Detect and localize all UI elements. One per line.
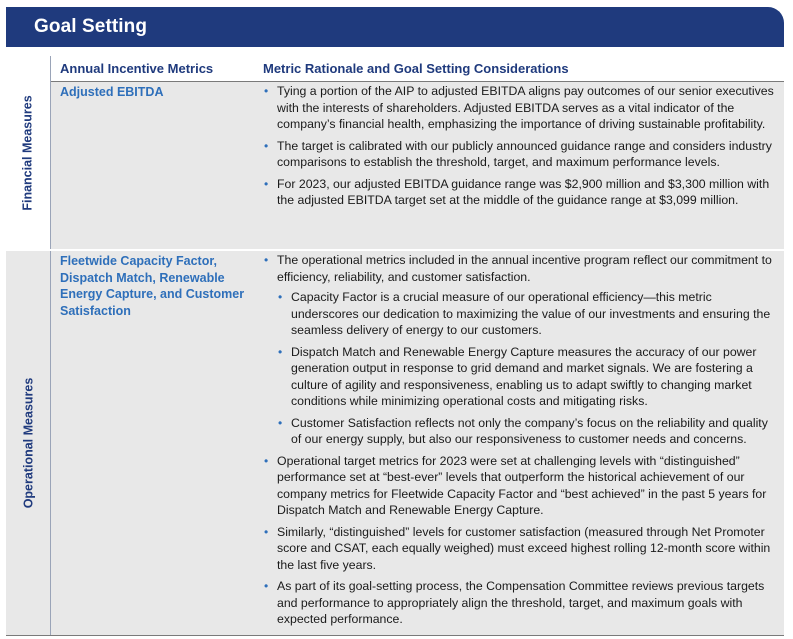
financial-measures-label: Financial Measures [21,94,36,211]
financial-row [51,82,784,249]
operational-sub-bullet: • Customer Satisfaction reflects not only the company’s focus on the reliability and quality of our energy supply, but also our responsiveness to customer needs and concerns. [277,415,778,448]
operational-intro: The operational metrics included in the annual incentive program reflect our commitment to efficiency, reliability, and customer satisfaction. [277,253,772,284]
financial-side-band [6,56,50,249]
title-banner [6,7,784,47]
operational-side-band [6,251,50,635]
bottom-rule [6,635,784,636]
operational-sub-bullet: • Capacity Factor is a crucial measure of our operational efficiency—this metric underscores our dedication to maximizing the value of our investments and ensuring the seamless delivery of energy to our customers. [277,289,778,339]
operational-metric-name: Fleetwide Capacity Factor, Dispatch Match, Renewable Energy Capture, and Customer Satisfaction [60,254,245,318]
operational-sub-bullet: • Dispatch Match and Renewable Energy Capture measures the accuracy of our power generation output in response to grid demand and market signals. We are fostering a culture of agility and responsiveness, enabling us to adapt swiftly to changing market conditions while minimizing operational costs and mitigating risks. [277,344,778,410]
operational-bullet: • Operational target metrics for 2023 were set at challenging levels with “distinguished” performance set at “best-ever” levels that outperform the historical achievement of our company metrics for Fleetwide Capacity Factor and “best achieved” in the past 5 years for Dispatch Match and Renewable Energy Capture. [263,453,778,519]
page-title: Goal Setting [34,16,148,37]
operational-measures-label: Operational Measures [21,377,36,509]
operational-bullet: • Similarly, “distinguished” levels for customer satisfaction (measured through Net Promoter score and CSAT, each equally weighed) must exceed highest rolling 12-month score within the last five years. [263,524,778,574]
rationale-column-header: Metric Rationale and Goal Setting Considerations [263,60,569,76]
financial-bullet: • Tying a portion of the AIP to adjusted EBITDA aligns pay outcomes of our senior executives with the interests of shareholders. Adjusted EBITDA serves as a vital indicator of the company’s financial health, emphasizing the importance of driving sustainable profitability. [263,83,778,133]
financial-bullet: • The target is calibrated with our publicly announced guidance range and considers industry comparisons to establish the threshold, target, and maximum performance levels. [263,138,778,171]
financial-rationale [263,83,778,214]
operational-rationale [263,252,778,633]
metric-column-header: Annual Incentive Metrics [60,60,214,76]
financial-metric-name: Adjusted EBITDA [60,85,164,99]
operational-bullet: • As part of its goal-setting process, the Compensation Committee reviews previous targets and performance to appropriately align the threshold, target, and maximum goals with expected performance. [263,578,778,628]
operational-row [51,251,784,635]
operational-bullet [263,252,778,448]
financial-bullet: • For 2023, our adjusted EBITDA guidance range was $2,900 million and $3,300 million with the adjusted EBITDA target set at the middle of the guidance range at $3,099 million. [263,176,778,209]
